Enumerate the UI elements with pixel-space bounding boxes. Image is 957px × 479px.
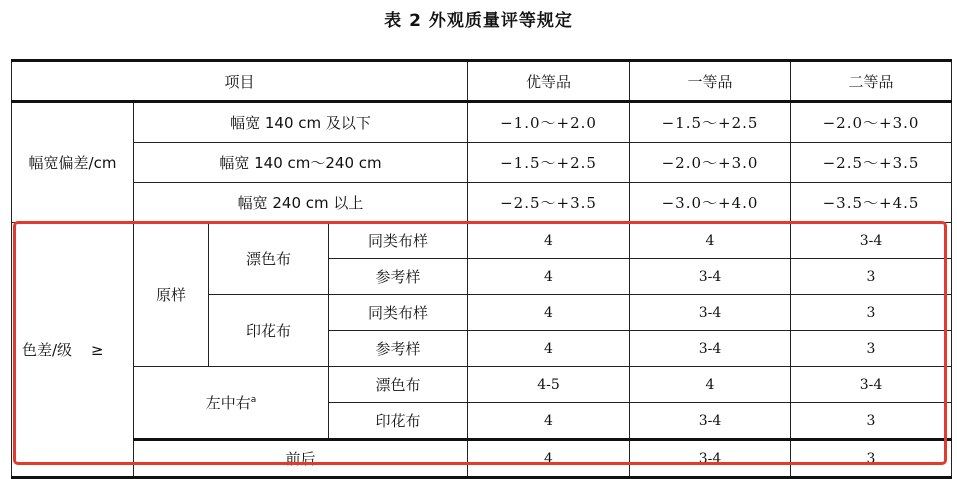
reference-sample-label: 参考样	[329, 259, 468, 295]
table-row	[12, 102, 952, 143]
left-middle-right-label	[134, 367, 329, 440]
cell-value: 3-4	[630, 295, 791, 331]
cell-value: 3-4	[630, 331, 791, 367]
cell-value: 4	[468, 403, 630, 440]
printed-cloth-label: 印花布	[329, 403, 468, 440]
header-grade-3: 二等品	[791, 61, 952, 102]
color-diff-label	[12, 223, 134, 478]
table-row	[12, 367, 952, 403]
bleached-cloth-label: 漂色布	[209, 223, 329, 295]
width-row-name: 幅宽 140 cm～240 cm	[134, 143, 468, 183]
front-back-label: 前后	[134, 440, 468, 478]
width-row-name: 幅宽 240 cm 以上	[134, 183, 468, 223]
cell-value: −2.0～+3.0	[791, 102, 952, 143]
cell-value: −1.5～+2.5	[630, 102, 791, 143]
cell-value: 3	[791, 259, 952, 295]
cell-value: 4	[630, 223, 791, 259]
cell-value: 3	[791, 331, 952, 367]
width-deviation-label: 幅宽偏差/cm	[12, 102, 134, 223]
header-grade-1: 优等品	[468, 61, 630, 102]
same-type-sample-label: 同类布样	[329, 223, 468, 259]
cell-value: −1.5～+2.5	[468, 143, 630, 183]
footnote-marker: a	[250, 395, 257, 405]
gte-symbol: ≥	[90, 341, 104, 359]
lmr-text: 左中右	[205, 394, 251, 412]
printed-cloth-label: 印花布	[209, 295, 329, 367]
cell-value: 3-4	[791, 223, 952, 259]
cell-value: 3	[791, 440, 952, 478]
cell-value: −2.5～+3.5	[468, 183, 630, 223]
cell-value: 3	[791, 295, 952, 331]
table-row	[12, 440, 952, 478]
width-row-name: 幅宽 140 cm 及以下	[134, 102, 468, 143]
header-item: 项目	[12, 61, 468, 102]
reference-sample-label: 参考样	[329, 331, 468, 367]
cell-value: 4	[468, 331, 630, 367]
cell-value: 4	[468, 223, 630, 259]
header-row	[12, 61, 952, 102]
cell-value: −3.5～+4.5	[791, 183, 952, 223]
cell-value: 3-4	[630, 403, 791, 440]
cell-value: −3.0～+4.0	[630, 183, 791, 223]
cell-value: 4	[468, 259, 630, 295]
cell-value: 4	[468, 295, 630, 331]
cell-value: 3-4	[791, 367, 952, 403]
cell-value: 3	[791, 403, 952, 440]
table-row	[12, 223, 952, 259]
cell-value: −1.0～+2.0	[468, 102, 630, 143]
table-row	[12, 143, 952, 183]
cell-value: −2.5～+3.5	[791, 143, 952, 183]
cell-value: 3-4	[630, 440, 791, 478]
table-title: 表 2 外观质量评等规定	[384, 11, 573, 31]
cell-value: −2.0～+3.0	[630, 143, 791, 183]
cell-value: 3-4	[630, 259, 791, 295]
color-diff-text: 色差/级	[22, 341, 73, 359]
cell-value: 4-5	[468, 367, 630, 403]
header-grade-2: 一等品	[630, 61, 791, 102]
quality-grading-table	[11, 59, 952, 479]
cell-value: 4	[468, 440, 630, 478]
original-sample-label: 原样	[134, 223, 209, 367]
cell-value: 4	[630, 367, 791, 403]
table-row	[12, 183, 952, 223]
bleached-cloth-label: 漂色布	[329, 367, 468, 403]
same-type-sample-label: 同类布样	[329, 295, 468, 331]
